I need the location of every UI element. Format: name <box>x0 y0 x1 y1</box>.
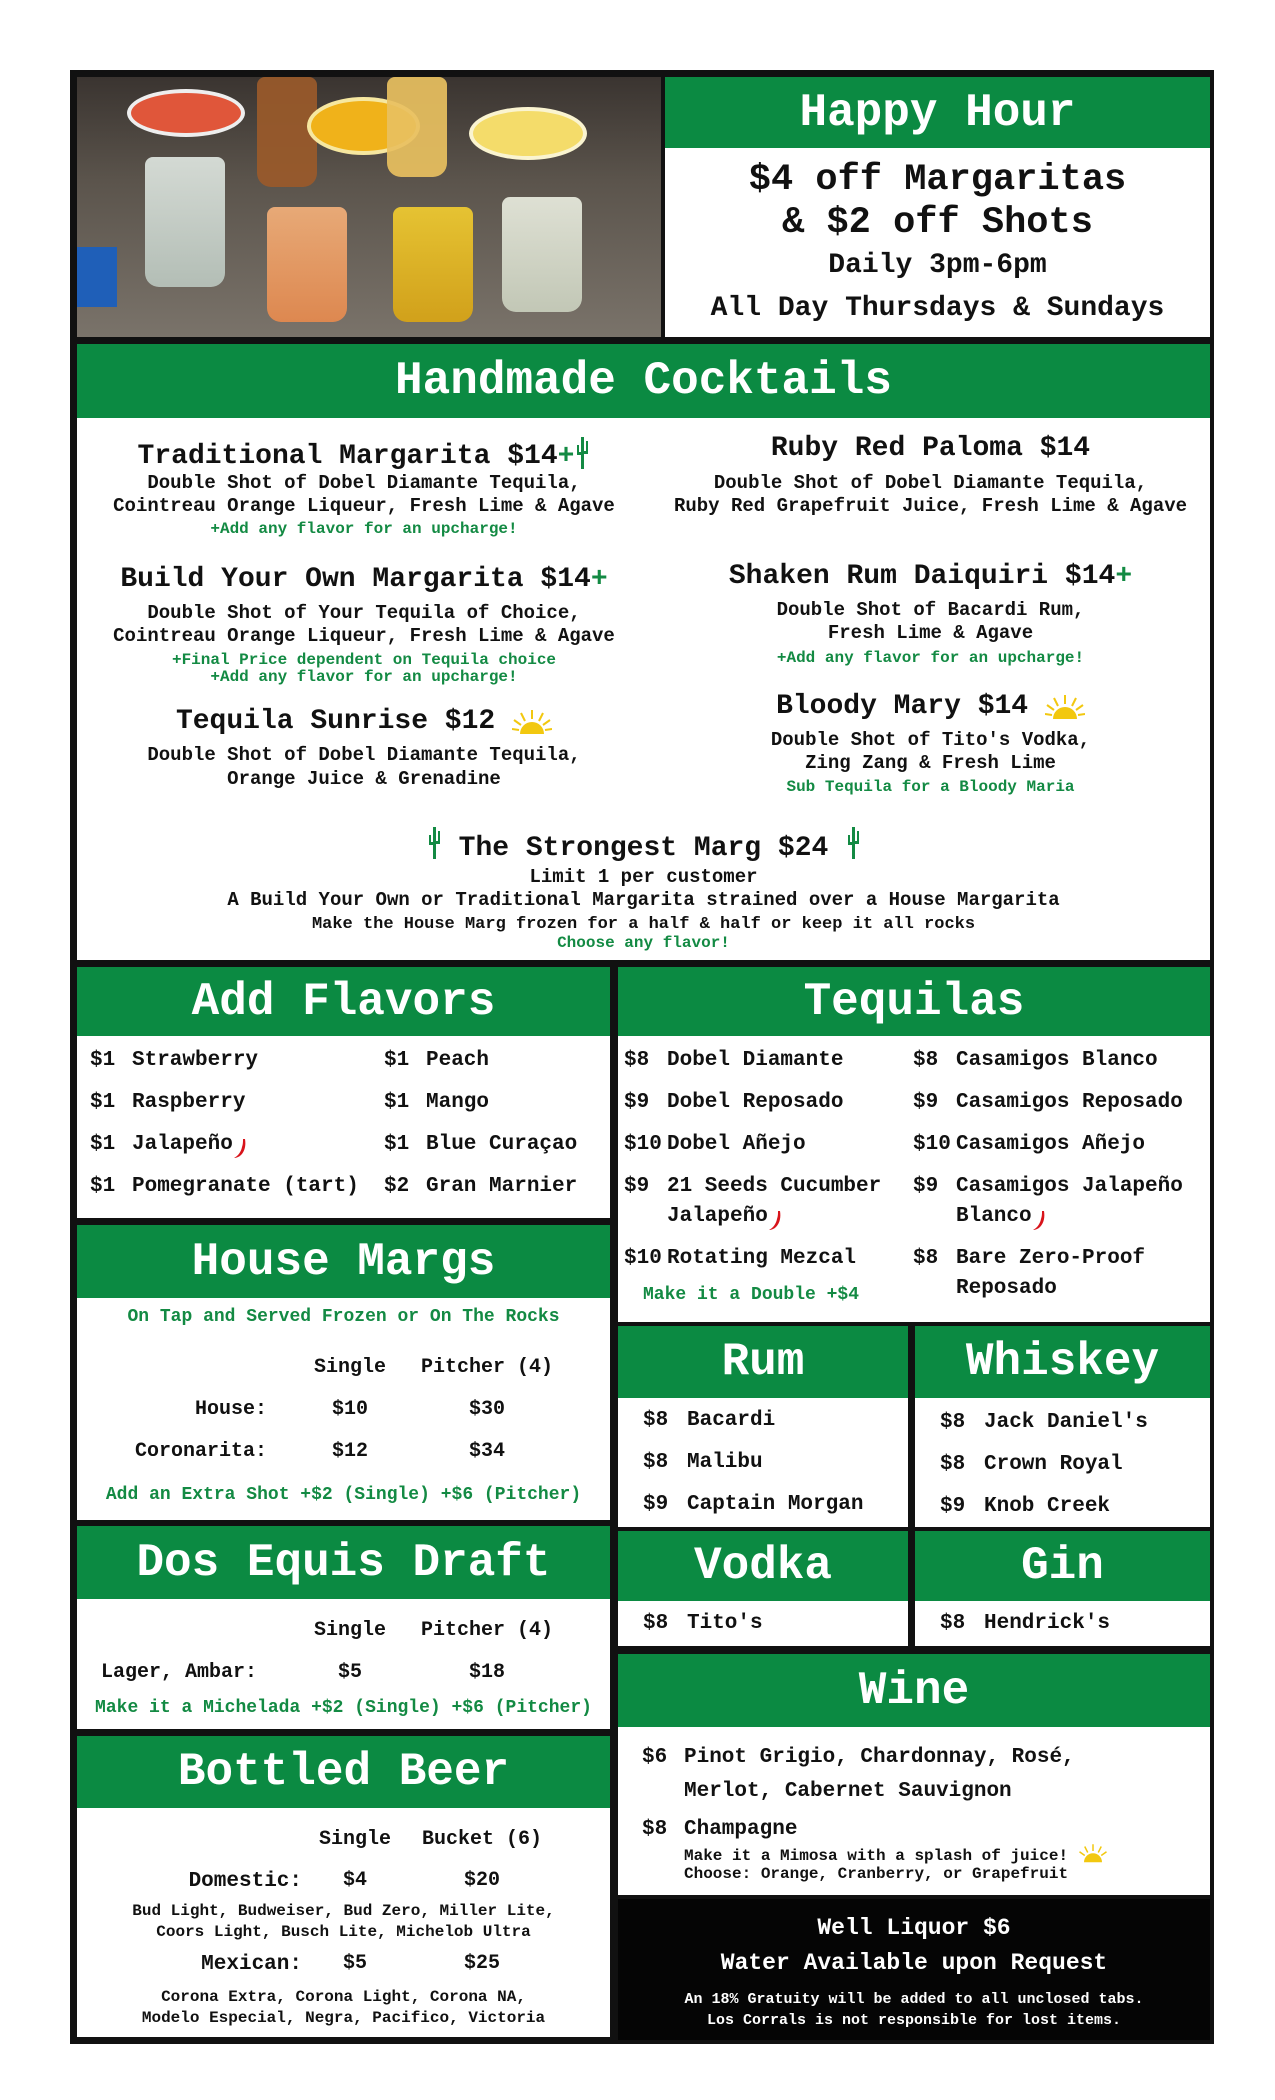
cactus-icon <box>426 823 442 863</box>
well-liquor: Well Liquor $6 <box>817 1915 1011 1941</box>
cocktail-desc: Double Shot of Tito's Vodka, <box>770 729 1091 751</box>
cocktail-desc: Orange Juice & Grenadine <box>227 768 501 790</box>
dos-equis-title: Dos Equis Draft <box>136 1536 551 1589</box>
price-single: $5 <box>342 1952 367 1975</box>
item-name-text: Dobel Reposado <box>667 1091 844 1114</box>
pepper-icon <box>768 1210 784 1232</box>
item-name-text: Strawberry <box>132 1049 259 1072</box>
house-margs-title: House Margs <box>191 1235 496 1288</box>
price-bucket: $25 <box>463 1952 500 1975</box>
col-pitcher: Pitcher (4) <box>420 1356 554 1379</box>
cocktail-bloody-mary <box>651 693 1210 721</box>
item-price: $8 <box>643 1612 669 1635</box>
cocktail-desc: Double Shot of Dobel Diamante Tequila, <box>147 744 581 766</box>
wine-varieties: Pinot Grigio, Chardonnay, Rosé, <box>684 1746 1075 1769</box>
tequilas-title: Tequilas <box>803 975 1025 1028</box>
item-name-text: Casamigos Jalapeño Blanco <box>956 1175 1183 1228</box>
cocktail-rum-daiquiri <box>651 563 1210 591</box>
item-price: $9 <box>913 1091 939 1114</box>
cocktail-name: Traditional Margarita $14 <box>137 441 558 472</box>
item-name-text: Hendrick's <box>984 1612 1111 1635</box>
item-price: $10 <box>913 1133 951 1156</box>
champagne-name: Champagne <box>684 1818 798 1841</box>
flavors-title: Add Flavors <box>191 975 496 1028</box>
price-single: $10 <box>331 1398 368 1421</box>
item-name <box>984 1609 1204 1651</box>
plus-mark: + <box>557 441 575 472</box>
item-name <box>956 1244 1206 1316</box>
cocktail-desc: Cointreau Orange Liqueur, Fresh Lime & Agave <box>113 625 615 647</box>
strongest-limit: Limit 1 per customer <box>529 866 758 888</box>
cocktails-box <box>77 418 1210 960</box>
item-price: $10 <box>624 1247 662 1270</box>
item-name <box>984 1450 1204 1492</box>
cocktails-title: Handmade Cocktails <box>395 355 892 407</box>
mimosa-text: Make it a Mimosa with a splash of juice! <box>684 1847 1069 1865</box>
cocktail-build-your-own <box>77 566 651 594</box>
item-name <box>132 1046 384 1088</box>
gin-title: Gin <box>1021 1540 1104 1592</box>
item-name <box>687 1490 907 1532</box>
item-name-text: Peach <box>426 1049 490 1072</box>
vodka-header <box>618 1531 908 1601</box>
item-price: $8 <box>940 1411 966 1434</box>
item-name <box>687 1406 907 1448</box>
row-label: Domestic: <box>188 1870 302 1893</box>
mimosa-choose: Choose: Orange, Cranberry, or Grapefruit <box>684 1865 1069 1883</box>
item-name <box>667 1244 913 1316</box>
item-name-text: Casamigos Reposado <box>956 1091 1183 1114</box>
item-name <box>132 1130 384 1172</box>
row-label: Lager, Ambar: <box>101 1661 258 1684</box>
cocktail-desc: Double Shot of Dobel Diamante Tequila, <box>147 472 581 494</box>
item-name <box>956 1088 1206 1130</box>
cactus-icon <box>574 435 590 471</box>
margaritas-photo <box>77 77 661 337</box>
price-bucket: $20 <box>463 1869 500 1892</box>
bottled-beer-header <box>77 1736 610 1808</box>
cocktail-ruby-red-paloma: Ruby Red Paloma $14 <box>770 433 1091 464</box>
house-margs-header <box>77 1225 610 1298</box>
bottled-beer-box <box>77 1808 610 2037</box>
item-name-text: Crown Royal <box>984 1453 1123 1476</box>
footer-notice <box>618 1899 1210 2040</box>
cocktail-traditional-margarita <box>77 435 651 471</box>
item-price: $9 <box>940 1495 966 1518</box>
cocktail-desc: Double Shot of Dobel Diamante Tequila, <box>713 472 1148 494</box>
tequilas-double-note: Make it a Double +$4 <box>643 1285 860 1305</box>
rum-title: Rum <box>721 1336 805 1388</box>
item-name <box>426 1046 606 1088</box>
item-name <box>667 1088 913 1130</box>
item-price: $9 <box>624 1091 650 1114</box>
item-price: $1 <box>384 1091 410 1114</box>
item-price: $8 <box>643 1409 669 1432</box>
cocktail-desc: Double Shot of Bacardi Rum, <box>776 599 1085 621</box>
sun-icon <box>1045 695 1085 721</box>
item-price: $8 <box>940 1612 966 1635</box>
price-pitcher: $34 <box>468 1440 505 1463</box>
row-label: Mexican: <box>201 1953 302 1976</box>
cocktail-desc: Cointreau Orange Liqueur, Fresh Lime & Agave <box>113 495 615 517</box>
pepper-icon <box>233 1138 249 1160</box>
item-price: $10 <box>624 1133 662 1156</box>
price-single: $5 <box>337 1661 362 1684</box>
item-name-text: Gran Marnier <box>426 1175 578 1198</box>
house-margs-subtitle: On Tap and Served Frozen or On The Rocks <box>127 1307 560 1327</box>
item-price: $8 <box>940 1453 966 1476</box>
item-name-text: Pomegranate (tart) <box>132 1175 359 1198</box>
col-single: Single <box>313 1356 386 1379</box>
sun-icon <box>1078 1844 1108 1864</box>
whiskey-header <box>915 1326 1210 1398</box>
item-name <box>956 1130 1206 1172</box>
cocktail-name: Tequila Sunrise $12 <box>175 706 496 737</box>
house-margs-note: Add an Extra Shot +$2 (Single) +$6 (Pitcher) <box>105 1485 582 1505</box>
item-price: $1 <box>90 1175 116 1198</box>
tequilas-box <box>618 1036 1210 1322</box>
item-name <box>426 1172 606 1214</box>
lost-items-notice: Los Corrals is not responsible for lost items. <box>706 2012 1122 2029</box>
item-price: $9 <box>643 1493 669 1516</box>
item-price: $2 <box>384 1175 410 1198</box>
strongest-desc: A Build Your Own or Traditional Margarita strained over a House Margarita <box>227 889 1060 911</box>
whiskey-box <box>915 1398 1210 1527</box>
beer-brands: Corona Extra, Corona Light, Corona NA, <box>161 1988 526 2006</box>
dos-equis-box <box>77 1599 610 1729</box>
item-name-text: Raspberry <box>132 1091 246 1114</box>
cocktail-note: Sub Tequila for a Bloody Maria <box>786 778 1075 796</box>
item-name-text: Knob Creek <box>984 1495 1111 1518</box>
wine-price: $6 <box>642 1746 668 1769</box>
row-label: House: <box>194 1398 267 1421</box>
item-price: $1 <box>384 1049 410 1072</box>
item-name-text: Dobel Diamante <box>667 1049 844 1072</box>
whiskey-title: Whiskey <box>965 1336 1160 1388</box>
plus-mark: + <box>1115 561 1133 592</box>
wine-varieties: Merlot, Cabernet Sauvignon <box>684 1780 1012 1803</box>
item-name-text: Casamigos Blanco <box>956 1049 1158 1072</box>
flavors-box <box>77 1036 610 1218</box>
cocktail-name: Bloody Mary $14 <box>776 691 1029 722</box>
col-bucket: Bucket (6) <box>421 1828 543 1851</box>
happy-hour-margaritas: $4 off Margaritas <box>748 159 1127 201</box>
item-price: $8 <box>913 1049 939 1072</box>
item-name <box>667 1046 913 1088</box>
price-single: $12 <box>331 1440 368 1463</box>
item-name <box>667 1172 913 1244</box>
happy-hour-box <box>665 148 1210 337</box>
item-name-text: Dobel Añejo <box>667 1133 806 1156</box>
item-name <box>956 1172 1206 1244</box>
item-name <box>132 1172 384 1214</box>
champagne-price: $8 <box>642 1818 668 1841</box>
cocktail-strongest-marg <box>77 823 1210 863</box>
cocktail-desc: Double Shot of Your Tequila of Choice, <box>147 602 581 624</box>
wine-header <box>618 1654 1210 1727</box>
item-name <box>426 1088 606 1130</box>
item-name-text: Bacardi <box>687 1409 776 1432</box>
price-pitcher: $18 <box>468 1661 505 1684</box>
cactus-icon <box>845 823 861 863</box>
price-pitcher: $30 <box>468 1398 505 1421</box>
wine-box <box>618 1727 1210 1895</box>
item-price: $1 <box>384 1133 410 1156</box>
item-price: $9 <box>913 1175 939 1198</box>
cocktail-desc: Fresh Lime & Agave <box>827 622 1034 644</box>
house-margs-box <box>77 1298 610 1520</box>
happy-hour-title: Happy Hour <box>799 86 1076 139</box>
item-price: $8 <box>913 1247 939 1270</box>
col-pitcher: Pitcher (4) <box>420 1619 554 1642</box>
item-price: $1 <box>90 1091 116 1114</box>
beer-brands: Bud Light, Budweiser, Bud Zero, Miller Lite, <box>132 1902 555 1920</box>
cocktail-note: +Add any flavor for an upcharge! <box>776 649 1085 667</box>
rum-box <box>618 1398 908 1527</box>
item-price: $1 <box>90 1133 116 1156</box>
price-single: $4 <box>342 1869 367 1892</box>
happy-hour-all-day: All Day Thursdays & Sundays <box>710 293 1165 324</box>
tequilas-header <box>618 967 1210 1036</box>
cocktail-tequila-sunrise <box>77 708 651 736</box>
cocktail-note: +Final Price dependent on Tequila choice <box>171 651 557 669</box>
pepper-icon <box>1032 1210 1048 1232</box>
cocktail-name: Build Your Own Margarita $14 <box>120 564 591 595</box>
happy-hour-daily: Daily 3pm-6pm <box>828 250 1047 281</box>
item-price: $1 <box>90 1049 116 1072</box>
beer-brands: Modelo Especial, Negra, Pacifico, Victoria <box>141 2009 546 2027</box>
mimosa-note <box>684 1844 1108 1864</box>
item-price: $8 <box>643 1451 669 1474</box>
cocktail-note: +Add any flavor for an upcharge! <box>210 520 518 538</box>
item-name <box>984 1408 1204 1450</box>
item-name-text: Malibu <box>687 1451 763 1474</box>
item-name <box>132 1088 384 1130</box>
item-name <box>667 1130 913 1172</box>
strongest-desc: Make the House Marg frozen for a half & half or keep it all rocks <box>311 915 976 934</box>
item-name <box>687 1448 907 1490</box>
row-label: Coronarita: <box>134 1440 267 1463</box>
gratuity-notice: An 18% Gratuity will be added to all unclosed tabs. <box>684 1991 1144 2008</box>
item-name-text: Tito's <box>687 1612 763 1635</box>
item-name-text: Jack Daniel's <box>984 1411 1148 1434</box>
cocktail-name: Shaken Rum Daiquiri $14 <box>728 561 1116 592</box>
item-name <box>426 1130 606 1172</box>
beer-brands: Coors Light, Busch Lite, Michelob Ultra <box>156 1923 531 1941</box>
cocktail-note: +Add any flavor for an upcharge! <box>210 668 518 686</box>
col-single: Single <box>318 1828 391 1851</box>
strongest-note: Choose any flavor! <box>557 934 730 952</box>
item-name-text: Captain Morgan <box>687 1493 864 1516</box>
item-name-text: 21 Seeds Cucumber Jalapeño <box>667 1175 882 1228</box>
item-name <box>984 1492 1204 1534</box>
gin-box <box>915 1601 1210 1646</box>
bottled-beer-title: Bottled Beer <box>177 1746 510 1798</box>
cocktails-header <box>77 344 1210 418</box>
rum-header <box>618 1326 908 1398</box>
happy-hour-header <box>665 77 1210 148</box>
item-price: $8 <box>624 1049 650 1072</box>
cocktail-name: The Strongest Marg $24 <box>458 833 829 864</box>
dos-equis-note: Make it a Michelada +$2 (Single) +$6 (Pitcher) <box>95 1698 592 1718</box>
dos-equis-header <box>77 1526 610 1599</box>
item-name-text: Mango <box>426 1091 490 1114</box>
vodka-box <box>618 1601 908 1646</box>
gin-header <box>915 1531 1210 1601</box>
item-name-text: Casamigos Añejo <box>956 1133 1146 1156</box>
item-name <box>687 1609 907 1651</box>
flavors-header <box>77 967 610 1036</box>
item-name-text: Blue Curaçao <box>426 1133 578 1156</box>
sun-icon <box>512 710 552 736</box>
wine-title: Wine <box>858 1664 970 1717</box>
item-name-text: Jalapeño <box>132 1133 233 1156</box>
item-name <box>956 1046 1206 1088</box>
col-single: Single <box>313 1619 386 1642</box>
cocktail-desc: Ruby Red Grapefruit Juice, Fresh Lime & Agave <box>673 495 1188 517</box>
happy-hour-shots: & $2 off Shots <box>782 202 1093 244</box>
item-price: $9 <box>624 1175 650 1198</box>
cocktail-desc: Zing Zang & Fresh Lime <box>805 752 1056 774</box>
water-notice: Water Available upon Request <box>720 1950 1108 1976</box>
item-name-text: Rotating Mezcal <box>667 1247 857 1270</box>
item-name-text: Bare Zero-Proof Reposado <box>956 1247 1146 1300</box>
plus-mark: + <box>590 564 608 595</box>
vodka-title: Vodka <box>693 1540 833 1592</box>
